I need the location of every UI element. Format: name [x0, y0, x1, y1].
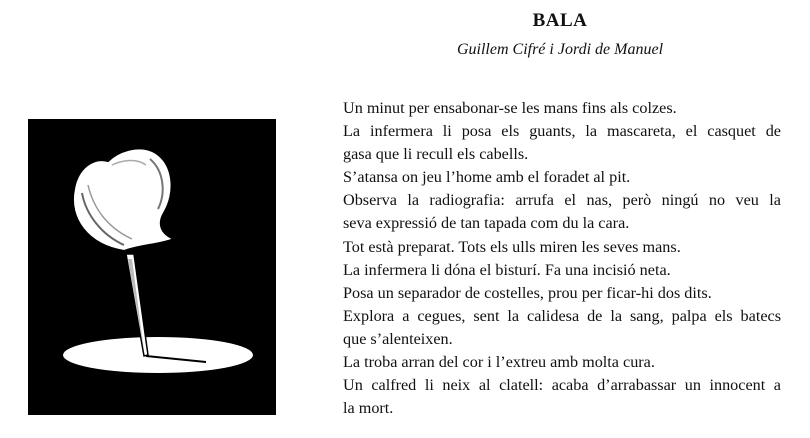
poem-line: gasa que li recull els cabells.	[343, 145, 529, 164]
poem-text	[343, 97, 781, 420]
poem-line: Tot està preparat. Tots els ulls miren les seves mans.	[343, 237, 681, 256]
poem-line: Posa un separador de costelles, prou per ficar-hi dos dits.	[343, 283, 712, 302]
poem-line: S’atansa on jeu l’home amb el foradet al pit.	[343, 168, 631, 187]
poem-line: Un minut per ensabonar-se les mans fins als colzes.	[343, 99, 677, 117]
heart-pin-illustration	[28, 119, 276, 415]
poem-line: La troba arran del cor i l’extreu amb molta cura.	[343, 353, 655, 372]
poem-line: Explora a cegues, sent la calidesa de la sang, palpa els batecs	[343, 306, 781, 325]
authors-line: Guillem Cifré i Jordi de Manuel	[456, 41, 664, 58]
page-title: BALA	[532, 10, 588, 31]
poem-line: Observa la radiografia: arrufa el nas, però ningú no veu la	[343, 191, 781, 210]
poem-line: La infermera li dóna el bisturí. Fa una incisió neta.	[343, 260, 671, 279]
poem-line: Un calfred li neix al clatell: acaba d’arrabassar un innocent a	[343, 376, 781, 395]
poem-line: seva expressió de tan tapada com du la cara.	[343, 214, 630, 233]
poem-line: la mort.	[343, 399, 394, 418]
heart-pin-icon	[28, 119, 276, 415]
poem-line: que s’alenteixen.	[343, 329, 453, 348]
poem-line: La infermera li posa els guants, la mascareta, el casquet de	[343, 122, 781, 141]
